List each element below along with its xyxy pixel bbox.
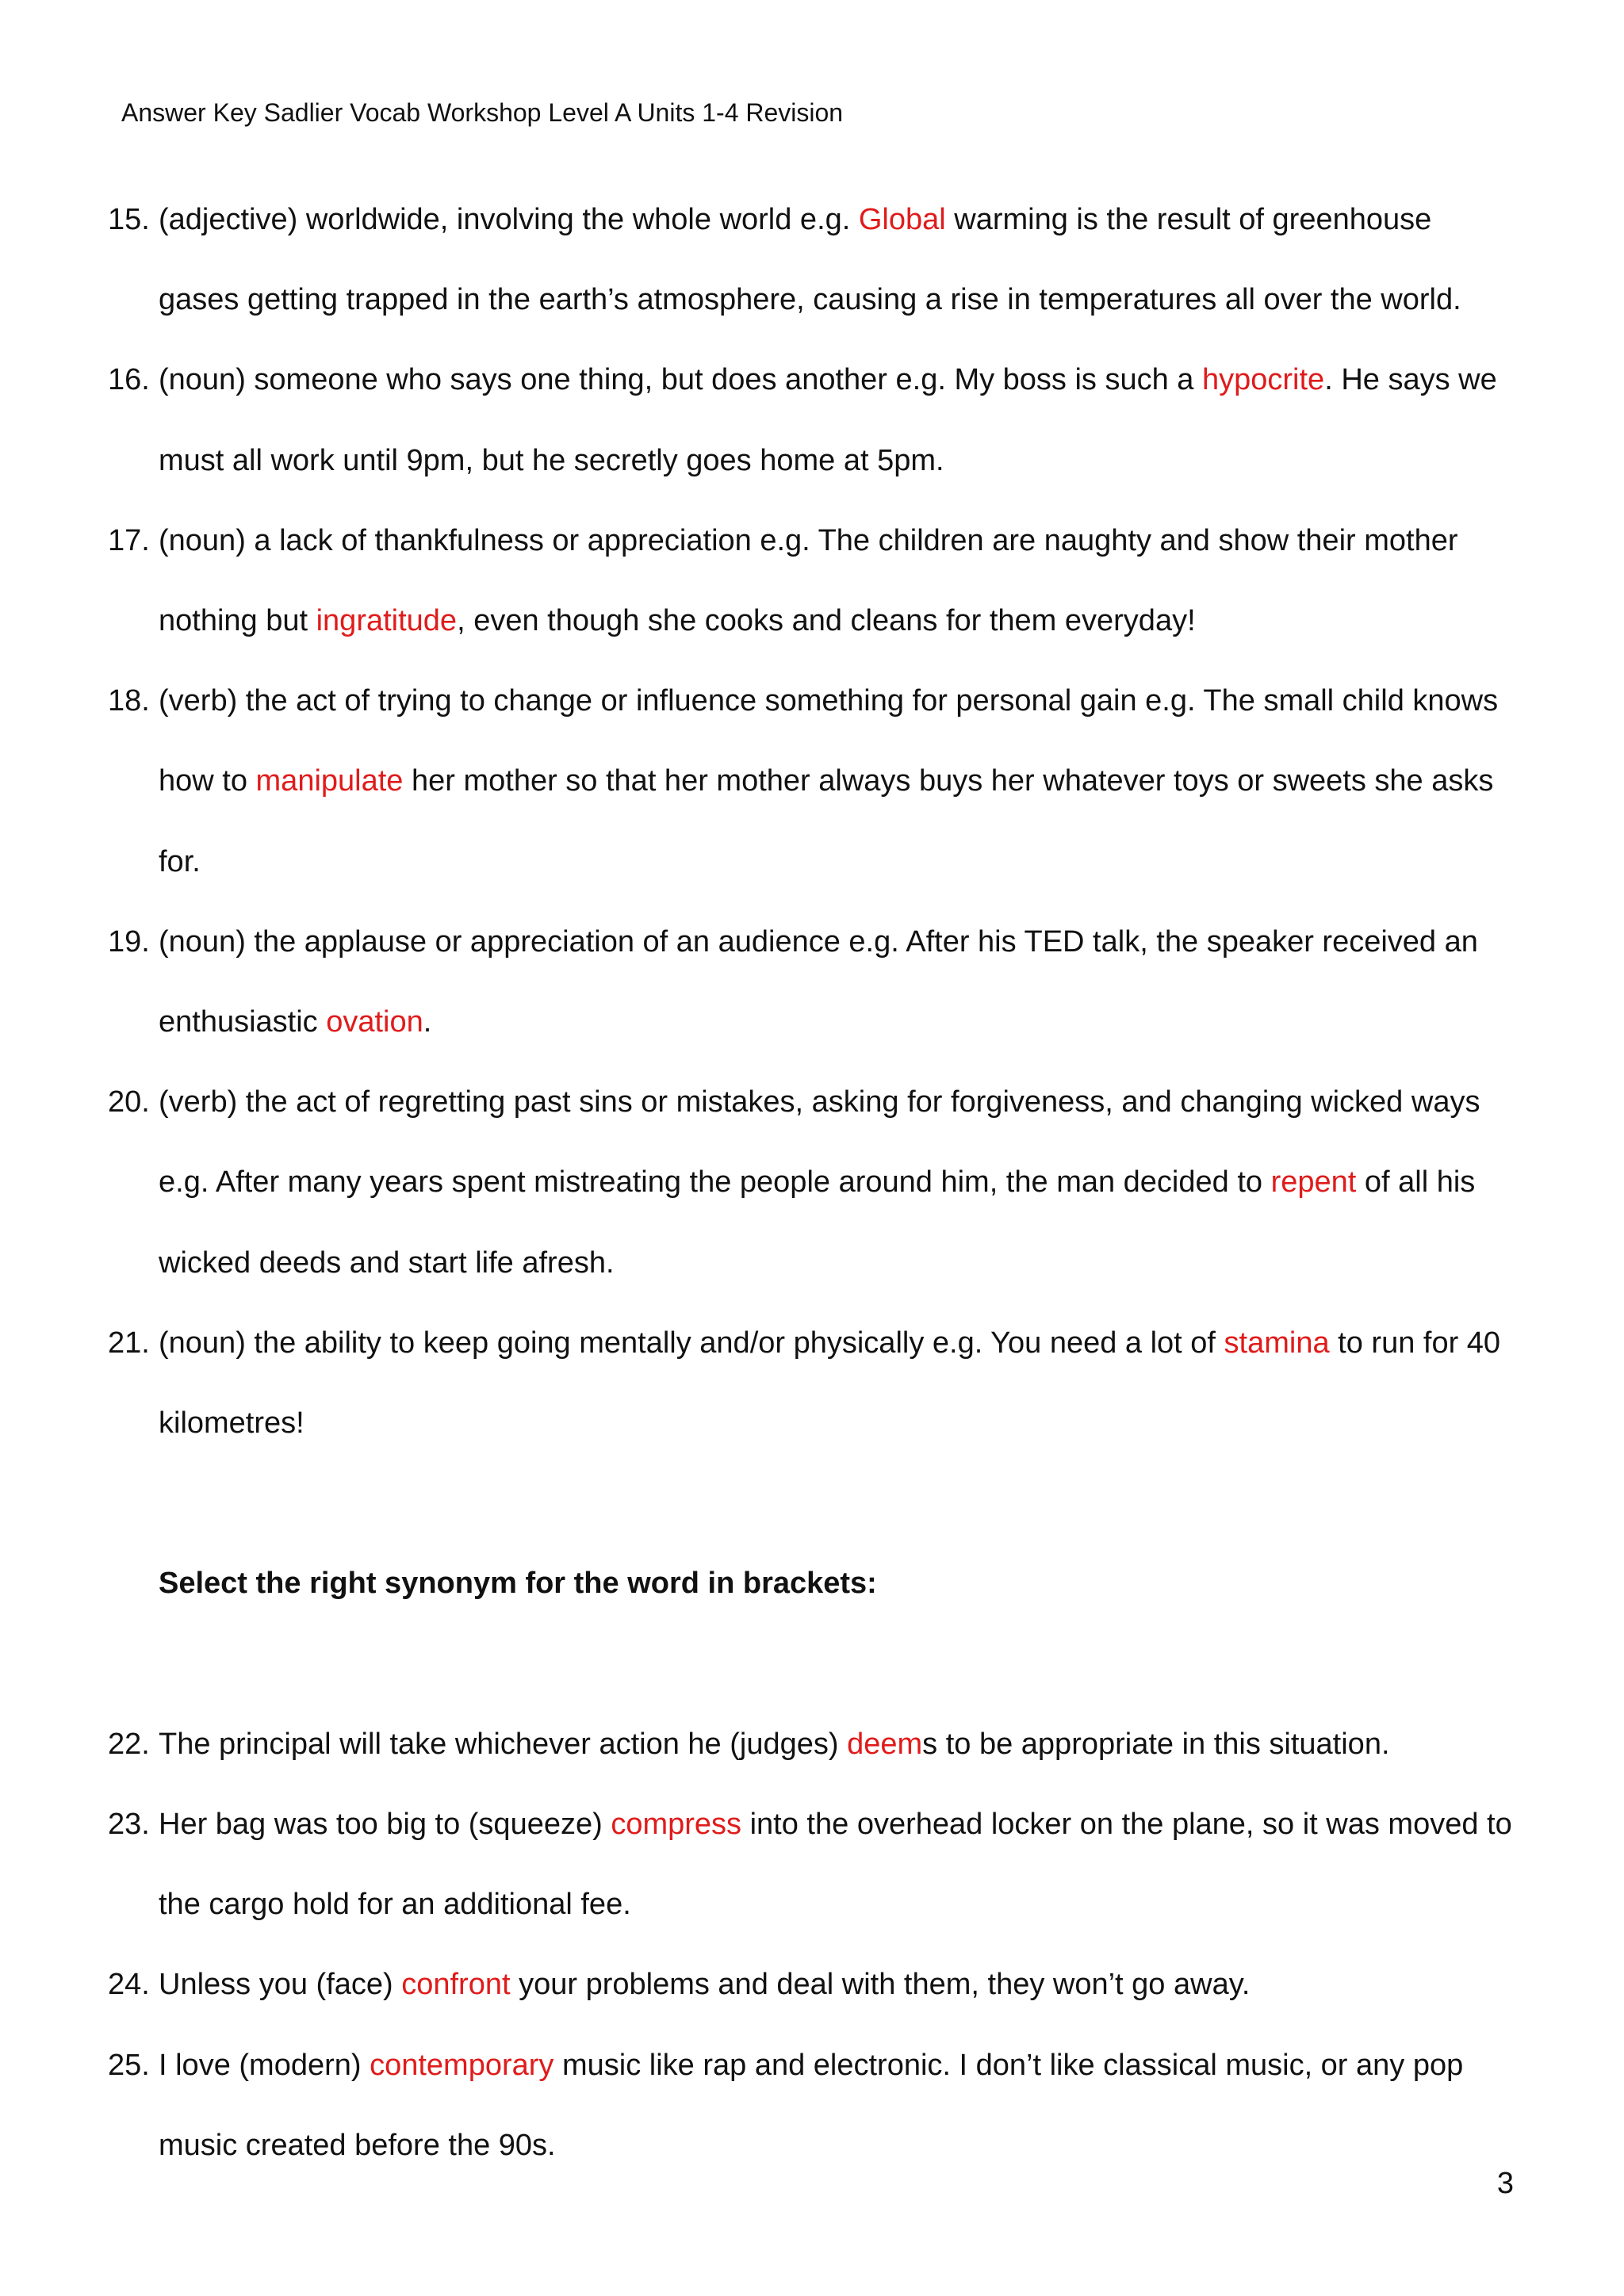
item-text: enthusiastic	[159, 1005, 327, 1039]
item-line	[108, 196, 1432, 243]
item-line	[159, 2122, 556, 2169]
answer-word: deem	[847, 1727, 923, 1761]
item-text: into the overhead locker on the plane, so it was moved to	[741, 1808, 1512, 1841]
item-number: 15.	[108, 203, 150, 236]
item-line	[108, 517, 1458, 564]
answer-word: hypocrite	[1202, 363, 1325, 397]
item-line	[159, 1399, 304, 1447]
item-text: (verb) the act of trying to change or influence something for personal gain e.g. The small child knows	[159, 684, 1499, 718]
item-text: .	[423, 1005, 432, 1039]
item-text: (noun) the ability to keep going mentally and/or physically e.g. You need a lot of	[159, 1326, 1224, 1360]
item-line	[108, 1078, 1480, 1126]
answer-word: repent	[1270, 1165, 1357, 1200]
item-text: gases getting trapped in the earth’s atmosphere, causing a rise in temperatures all over the world.	[159, 283, 1461, 317]
item-line	[159, 1239, 615, 1287]
item-line	[108, 918, 1478, 966]
item-text: e.g. After many years spent mistreating the people around him, the man decided to	[159, 1165, 1271, 1200]
item-text: (noun) someone who says one thing, but does another e.g. My boss is such a	[159, 363, 1202, 397]
item-text: (noun) the applause or appreciation of an audience e.g. After his TED talk, the speaker received an	[159, 924, 1478, 959]
item-text: wicked deeds and start life afresh.	[159, 1246, 615, 1280]
section-heading: Select the right synonym for the word in brackets:	[159, 1567, 877, 1601]
item-number: 21.	[108, 1326, 150, 1360]
item-text: for.	[159, 844, 201, 878]
item-text: music like rap and electronic. I don’t like classical music, or any pop	[553, 2048, 1464, 2082]
item-number: 24.	[108, 1968, 150, 2002]
item-text: music created before the 90s.	[159, 2128, 556, 2162]
item-text: I love (modern)	[159, 2048, 370, 2082]
item-text: her mother so that her mother always buys her whatever toys or sweets she asks	[403, 764, 1494, 798]
item-text: must all work until 9pm, but he secretly goes home at 5pm.	[159, 443, 944, 477]
item-text: to run for 40	[1329, 1326, 1501, 1360]
item-number: 22.	[108, 1727, 150, 1761]
item-text: warming is the result of greenhouse	[945, 203, 1432, 236]
item-number: 23.	[108, 1808, 150, 1841]
answer-word: ovation	[326, 1005, 423, 1039]
item-line	[108, 1961, 1251, 2008]
item-text: (verb) the act of regretting past sins or mistakes, asking for forgiveness, and changing wicked ways	[159, 1085, 1480, 1119]
item-text: Unless you (face)	[159, 1968, 402, 2002]
item-number: 16.	[108, 363, 150, 397]
answer-word: stamina	[1224, 1326, 1330, 1360]
item-text: how to	[159, 764, 256, 798]
item-line	[108, 1319, 1501, 1367]
item-line	[108, 1800, 1512, 1848]
item-number: 17.	[108, 523, 150, 557]
answer-word: ingratitude	[316, 604, 458, 637]
item-number: 19.	[108, 924, 150, 959]
item-text: Her bag was too big to (squeeze)	[159, 1808, 611, 1841]
answer-word: manipulate	[255, 764, 404, 798]
item-text: of all his	[1356, 1165, 1476, 1200]
item-line	[108, 356, 1497, 404]
item-line	[108, 677, 1499, 725]
answer-word: contemporary	[370, 2048, 554, 2082]
item-number: 20.	[108, 1085, 150, 1119]
item-line	[159, 437, 944, 484]
item-line	[159, 757, 1493, 805]
item-number: 25.	[108, 2048, 150, 2082]
item-line	[159, 597, 1196, 645]
item-line	[108, 1720, 1390, 1768]
item-line	[108, 2042, 1464, 2089]
item-text: s to be appropriate in this situation.	[922, 1727, 1390, 1761]
item-line	[159, 838, 201, 886]
item-text: , even though she cooks and cleans for them everyday!	[457, 604, 1196, 637]
item-line	[159, 1158, 1475, 1206]
answer-word: compress	[611, 1808, 742, 1841]
answer-word: confront	[401, 1968, 511, 2002]
item-line	[159, 998, 431, 1046]
item-text: The principal will take whichever action he (judges)	[159, 1727, 848, 1761]
item-line	[159, 1881, 631, 1928]
answer-word: Global	[858, 203, 946, 236]
item-number: 18.	[108, 684, 150, 718]
item-text: kilometres!	[159, 1406, 304, 1440]
item-text: (noun) a lack of thankfulness or appreciation e.g. The children are naughty and show their mother	[159, 523, 1458, 557]
item-text: . He says we	[1324, 363, 1497, 397]
item-text: (adjective) worldwide, involving the whole world e.g.	[159, 203, 859, 236]
item-text: your problems and deal with them, they won’t go away.	[510, 1968, 1251, 2002]
item-text: nothing but	[159, 604, 316, 637]
page-header: Answer Key Sadlier Vocab Workshop Level A Units 1-4 Revision	[121, 98, 844, 127]
item-line	[159, 276, 1461, 323]
page-number: 3	[1496, 2167, 1514, 2200]
item-text: the cargo hold for an additional fee.	[159, 1888, 631, 1922]
